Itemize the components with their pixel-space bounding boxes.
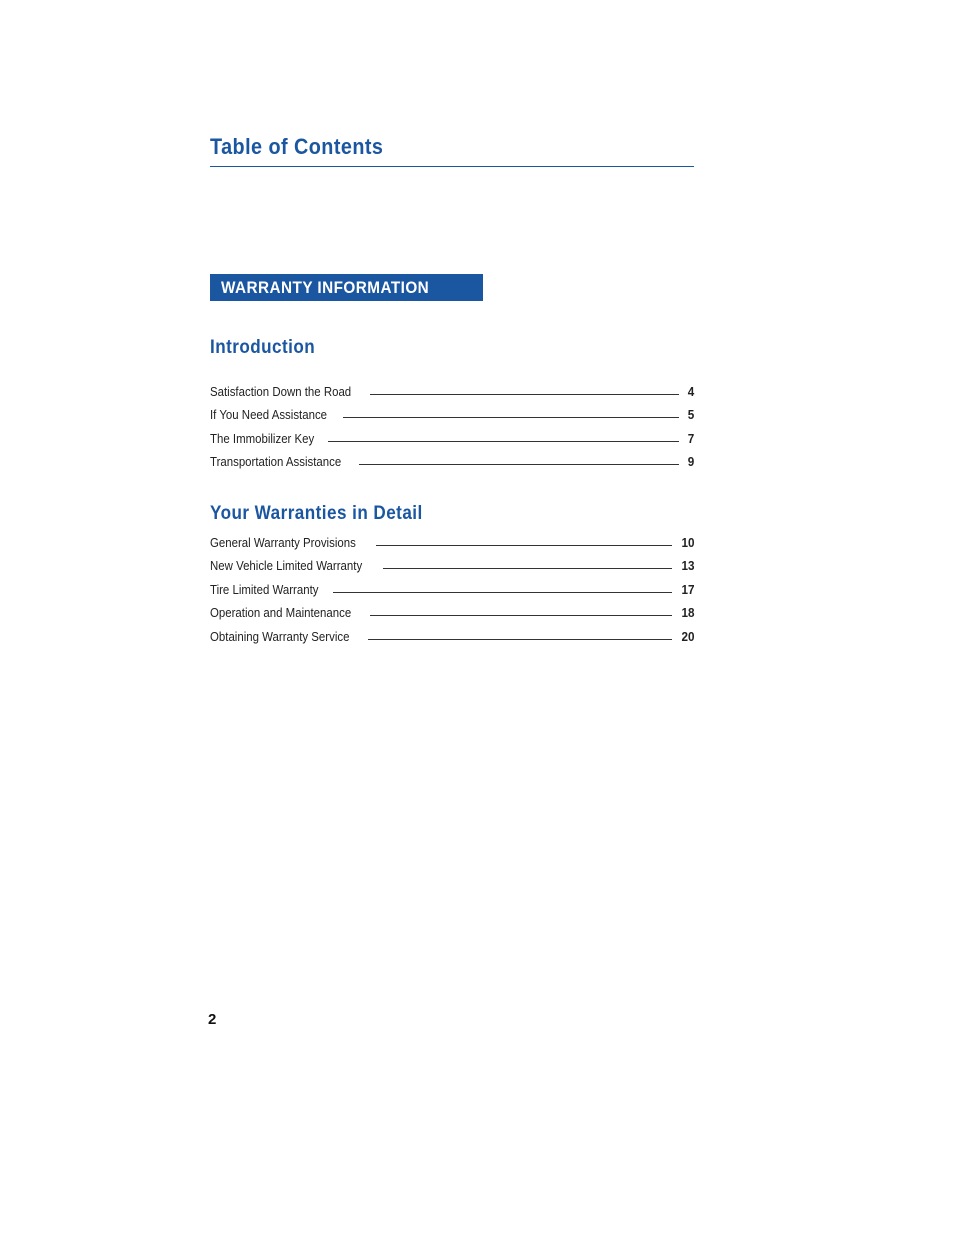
toc-entry-page: 17 [680,581,694,597]
section-heading-your-warranties-in-detail: Your Warranties in Detail [210,503,423,524]
toc-entry-label: The Immobilizer Key [210,430,315,446]
title-divider [210,166,694,167]
toc-entry-page: 9 [687,454,694,469]
toc-entry-page: 13 [680,558,694,573]
toc-entry-label: Satisfaction Down the Road [210,383,352,399]
toc-entry[interactable] [210,446,694,470]
toc-entry-label: Transportation Assistance [210,454,342,469]
toc-entry-label: Tire Limited Warranty [210,581,319,597]
toc-entry[interactable] [210,526,694,550]
toc-entry-page: 7 [687,430,694,446]
toc-leader-line [370,394,678,395]
toc-leader-line [368,639,671,640]
toc-entry-page: 5 [687,407,694,422]
toc-entry-label: If You Need Assistance [210,407,328,422]
toc-entry[interactable] [210,573,694,597]
toc-leader-line [333,592,671,593]
toc-entry-label: Obtaining Warranty Service [210,628,350,644]
toc-list-your-warranties-in-detail [210,526,694,644]
toc-entry-page: 10 [680,534,694,550]
toc-entry-page: 20 [680,628,694,644]
toc-entry[interactable] [210,620,694,644]
toc-entry[interactable] [210,422,694,446]
toc-leader-line [328,441,678,442]
toc-entry-page: 4 [687,383,694,399]
toc-entry[interactable] [210,399,694,423]
toc-leader-line [383,568,672,569]
toc-entry-label: New Vehicle Limited Warranty [210,558,363,573]
page-title: Table of Contents [210,134,384,159]
toc-entry[interactable] [210,375,694,399]
toc-leader-line [376,545,672,546]
toc-entry-label: General Warranty Provisions [210,534,356,550]
toc-leader-line [370,615,671,616]
toc-entry[interactable] [210,550,694,574]
page-number: 2 [208,1011,217,1028]
toc-list-introduction [210,375,694,469]
toc-leader-line [343,417,679,418]
toc-entry-page: 18 [680,605,694,620]
warranty-information-banner [210,274,483,301]
toc-leader-line [359,464,679,465]
banner-label: WARRANTY INFORMATION [221,277,430,297]
toc-entry[interactable] [210,597,694,621]
section-heading-introduction: Introduction [210,337,316,358]
toc-entry-label: Operation and Maintenance [210,605,352,620]
